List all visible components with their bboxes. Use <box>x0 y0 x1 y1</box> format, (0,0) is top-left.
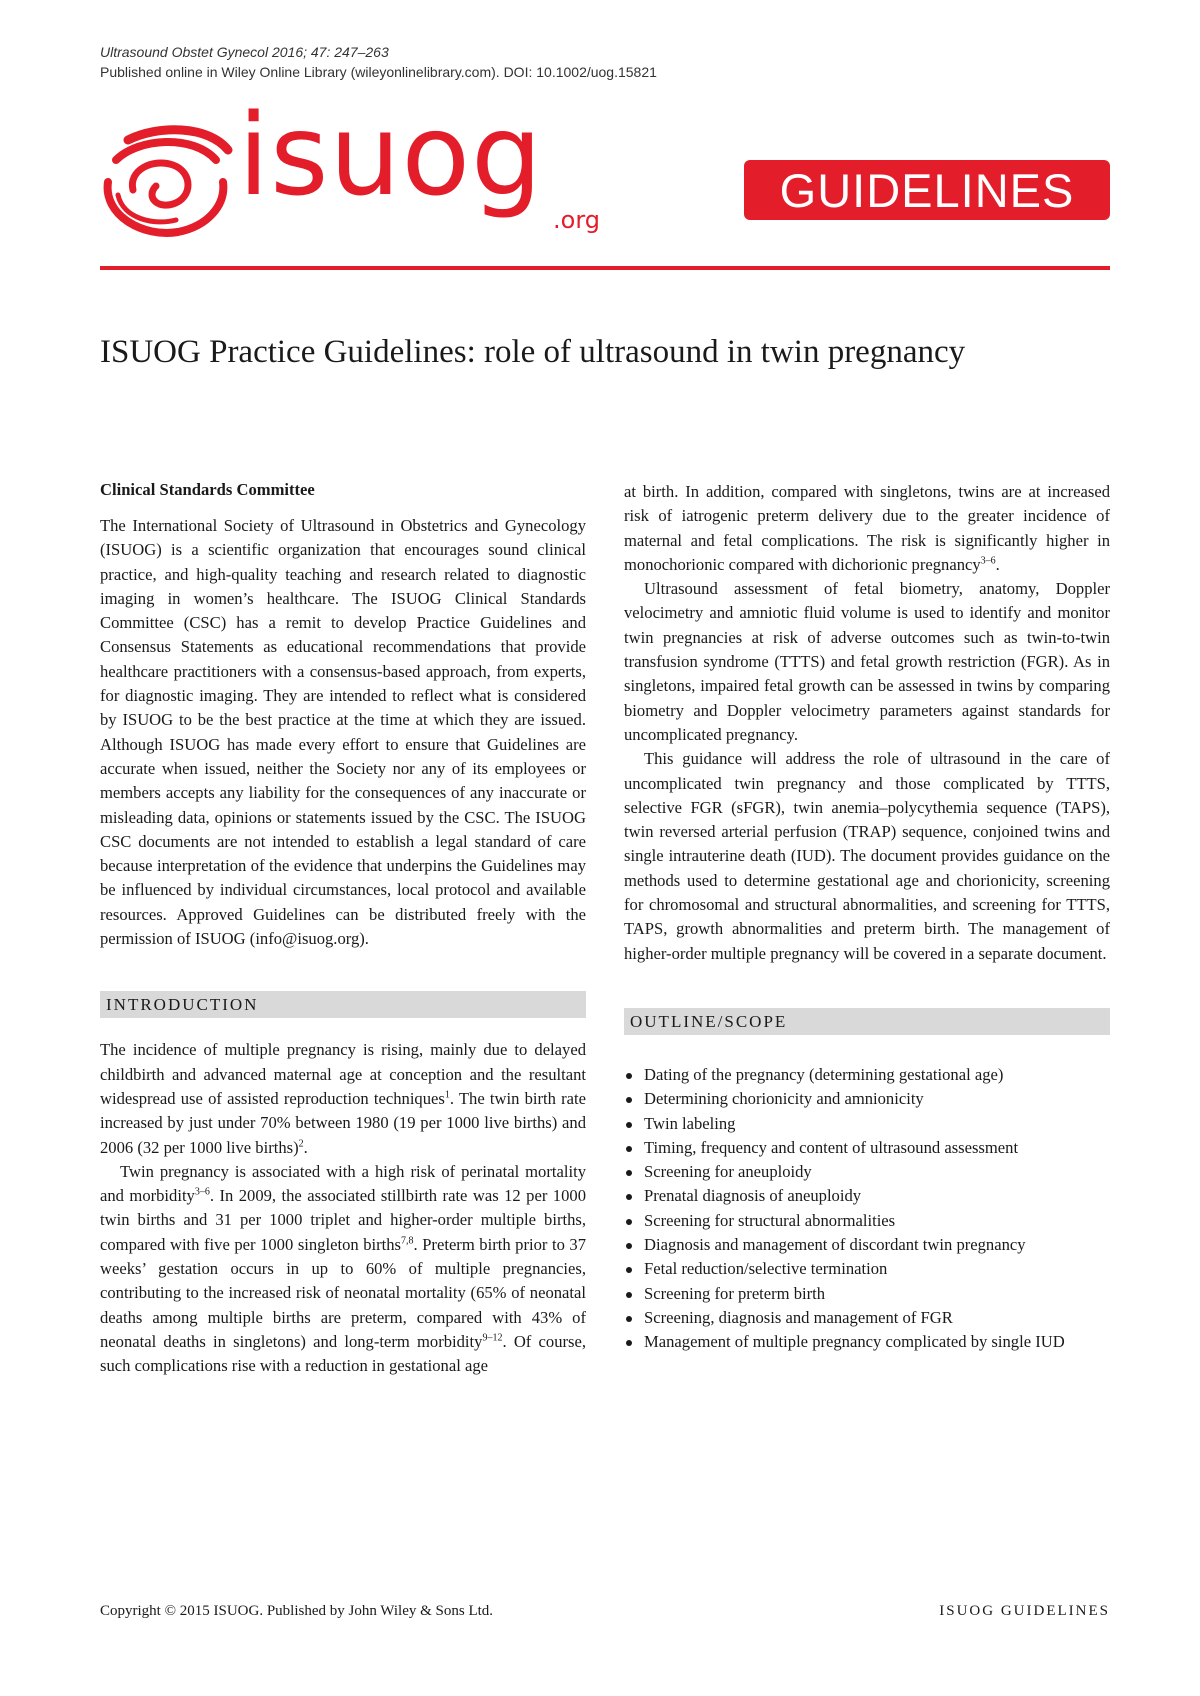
logo-domain-suffix: .org <box>553 206 600 234</box>
introduction-paragraph-2: Twin pregnancy is associated with a high risk of perinatal mortality and morbidity$^{3-6}$. In 2009, the associated stillbirth rate was 12 per 1000 twin births and 31 per 1000 triplet and higher-order multiple births, compared with five per 1000 singleton births$^{7,8}$. Preterm birth prior to 37 weeks’ gestation occurs in up to 60% of multiple pregnancies, contributing to the increased risk of neonatal mortality (65% of neonatal deaths among multiple births are preterm, compared with 43% of neonatal deaths in singletons) and long-term morbidity$^{9-12}$. Of course, such complications rise with a reduction in gestational age <box>100 1161 587 1376</box>
committee-name: Clinical Standards Committee <box>100 480 315 499</box>
outline-item <box>624 1087 1110 1111</box>
outline-item-text: Timing, frequency and content of ultrasound assessment <box>644 1137 1019 1157</box>
outline-item <box>624 1063 1110 1087</box>
outline-item <box>624 1209 1110 1233</box>
bullet-icon <box>626 1340 632 1346</box>
outline-item-text: Screening, diagnosis and management of FGR <box>644 1307 953 1327</box>
bullet-icon <box>626 1267 632 1273</box>
outline-item <box>624 1160 1110 1184</box>
right-paragraph-1: at birth. In addition, compared with singletons, twins are at increased risk of iatrogenic preterm delivery due to the greater incidence of maternal and fetal complications. The risk is significantly higher in monochorionic compared with dichorionic pregnancy$^{3-6}$. <box>624 482 1110 574</box>
right-paragraph-2: Ultrasound assessment of fetal biometry, anatomy, Doppler velocimetry and amniotic fluid volume is used to identify and monitor twin pregnancies at risk of adverse outcomes such as twin-to-twin transfusion syndrome (TTTS) and fetal growth restriction (FGR). As in singletons, impaired fetal growth can be assessed in twins by comparing biometry and Doppler velocimetry parameters against standards for uncomplicated pregnancy. <box>624 579 1110 744</box>
bullet-icon <box>626 1146 632 1152</box>
bullet-icon <box>626 1219 632 1225</box>
outline-item <box>624 1330 1110 1354</box>
isuog-swirl-icon <box>98 120 238 240</box>
logo-wordmark: isuog <box>238 91 544 221</box>
bullet-icon <box>626 1097 632 1103</box>
outline-item-text: Screening for preterm birth <box>644 1283 826 1303</box>
citation: 9–12 <box>482 1332 503 1344</box>
right-paragraph-3: This guidance will address the role of ultrasound in the care of uncomplicated twin pregnancy and those complicated by TTTS, selective FGR (sFGR), twin anemia–polycythemia sequence (TAPS), twin reversed arterial perfusion (TRAP) sequence, conjoined twins and single intrauterine death (IUD). The document provides guidance on the methods used to determine gestational age and chorionicity, screening for chromosomal and structural abnormalities, and screening for TTTS, TAPS, growth abnormalities and preterm birth. The management of higher-order multiple pregnancy will be covered in a separate document. <box>624 749 1110 963</box>
bullet-icon <box>626 1073 632 1079</box>
outline-item <box>624 1257 1110 1281</box>
bullet-icon <box>626 1243 632 1249</box>
section-heading-introduction: INTRODUCTION <box>100 991 586 1018</box>
outline-item-text: Dating of the pregnancy (determining gestational age) <box>644 1064 1004 1084</box>
outline-item-text: Management of multiple pregnancy complicated by single IUD <box>644 1332 1065 1352</box>
outline-item <box>624 1282 1110 1306</box>
citation: 3–6 <box>194 1186 210 1198</box>
outline-item <box>624 1184 1110 1208</box>
citation: 1 <box>444 1089 450 1101</box>
outline-item-text: Fetal reduction/selective termination <box>644 1259 888 1279</box>
bullet-icon <box>626 1292 632 1298</box>
section-heading-outline: OUTLINE/SCOPE <box>624 1008 1110 1035</box>
outline-list <box>624 1063 1110 1355</box>
left-column <box>100 480 586 1379</box>
outline-item <box>624 1233 1110 1257</box>
guidelines-badge: GUIDELINES <box>744 160 1110 220</box>
citation: 2 <box>298 1138 304 1149</box>
header-divider <box>100 266 1110 270</box>
outline-item-text: Diagnosis and management of discordant twin pregnancy <box>644 1235 1026 1255</box>
footer-copyright: Copyright © 2015 ISUOG. Published by John Wiley & Sons Ltd. <box>100 1603 494 1619</box>
outline-item-text: Determining chorionicity and amnionicity <box>644 1089 924 1109</box>
outline-item-text: Screening for structural abnormalities <box>644 1210 896 1230</box>
isuog-logo <box>98 91 600 252</box>
citation: 3–6 <box>980 555 996 567</box>
outline-item <box>624 1306 1110 1330</box>
outline-item-text: Twin labeling <box>644 1113 736 1133</box>
page-title: ISUOG Practice Guidelines: role of ultrasound in twin pregnancy <box>100 334 966 370</box>
introduction-paragraph-1: The incidence of multiple pregnancy is rising, mainly due to delayed childbirth and advanced maternal age at conception and the resultant widespread use of assisted reproduction techniques$^1$. The twin birth rate increased by just under 70% between 1980 (19 per 1000 live births) and 2006 (32 per 1000 live births)$^2$. <box>100 1040 586 1157</box>
outline-item <box>624 1136 1110 1160</box>
citation: 7,8 <box>401 1235 414 1247</box>
bullet-icon <box>626 1170 632 1176</box>
footer-section-label: ISUOG GUIDELINES <box>939 1603 1110 1619</box>
outline-item <box>624 1112 1110 1136</box>
right-column <box>624 480 1110 1355</box>
intro-paragraph: The International Society of Ultrasound in Obstetrics and Gynecology (ISUOG) is a scientific organization that encourages sound clinical practice, and high-quality teaching and research related to diagnostic imaging in women’s healthcare. The ISUOG Clinical Standards Committee (CSC) has a remit to develop Practice Guidelines and Consensus Statements as educational recommendations that provide healthcare practitioners with a consensus-based approach, from experts, for diagnostic imaging. They are intended to reflect what is considered by ISUOG to be the best practice at the time at which they are issued. Although ISUOG has made every effort to ensure that Guidelines are accurate when issued, neither the Society nor any of its employees or members accepts any liability for the consequences of any inaccurate or misleading data, opinions or statements issued by the CSC. The ISUOG CSC documents are not intended to establish a legal standard of care because interpretation of the evidence that underpins the Guidelines may be influenced by individual circumstances, local protocol and available resources. Approved Guidelines can be distributed freely with the permission of ISUOG (info@isuog.org). <box>100 516 586 949</box>
bullet-icon <box>626 1316 632 1322</box>
bullet-icon <box>626 1194 632 1200</box>
outline-item-text: Screening for aneuploidy <box>644 1162 812 1182</box>
journal-reference: Ultrasound Obstet Gynecol 2016; 47: 247–263 <box>100 44 389 60</box>
outline-item-text: Prenatal diagnosis of aneuploidy <box>644 1186 862 1206</box>
bullet-icon <box>626 1122 632 1128</box>
published-online-line: Published online in Wiley Online Library (wileyonlinelibrary.com). DOI: 10.1002/uog.15821 <box>100 64 657 80</box>
